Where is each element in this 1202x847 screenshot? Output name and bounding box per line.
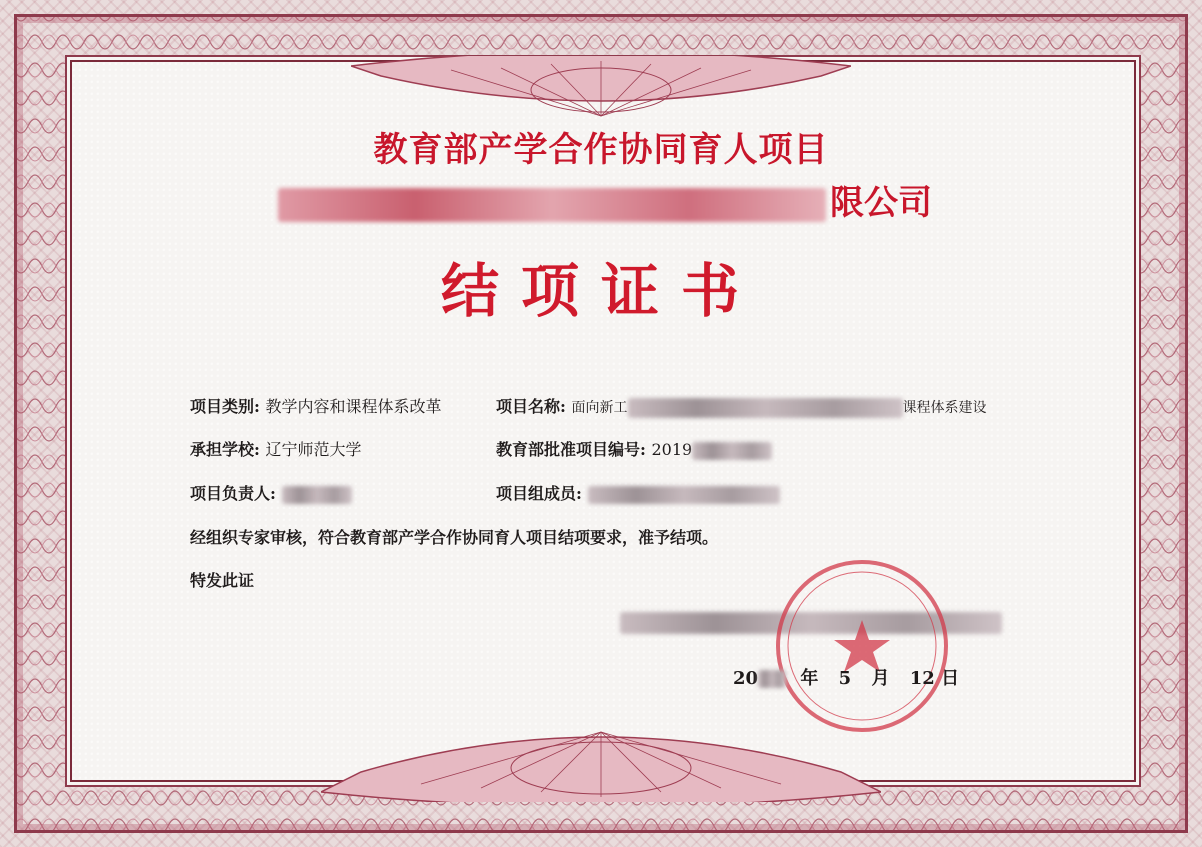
rosette-ornament-top: [351, 56, 851, 126]
statement: 经组织专家审核，符合教育部产学合作协同育人项目结项要求，准予结项。: [190, 528, 719, 547]
redacted-company: [278, 188, 826, 222]
official-seal-icon: [774, 558, 950, 734]
special-note: 特发此证: [190, 571, 255, 590]
name-end: 课程体系建设: [902, 400, 987, 416]
year-prefix: 20: [733, 668, 759, 689]
month-value: 5: [838, 668, 852, 689]
company-suffix: 限公司: [830, 183, 932, 223]
redacted-leader: [282, 486, 352, 504]
redacted-name: [628, 398, 903, 418]
category-label: 项目类别:: [190, 397, 260, 416]
redacted-year: [758, 670, 786, 688]
issue-date: [733, 664, 959, 690]
company-name: [278, 175, 932, 224]
project-name-row: [496, 394, 987, 418]
month-unit: 月: [871, 668, 890, 689]
members-label: 项目组成员:: [496, 484, 582, 503]
members-row: [496, 481, 780, 504]
program-title: 教育部产学合作协同育人项目: [373, 130, 829, 170]
certificate-heading: 结项证书: [440, 257, 761, 325]
year-unit: 年: [800, 668, 819, 689]
redacted-approval: [692, 442, 772, 460]
leader-label: 项目负责人:: [190, 484, 276, 503]
category-value: 教学内容和课程体系改革: [265, 397, 442, 416]
leader-row: [190, 481, 352, 504]
project-category-row: [190, 394, 442, 417]
approval-row: [496, 437, 772, 460]
school-label: 承担学校:: [190, 440, 260, 459]
name-start: 面向新工: [571, 400, 628, 416]
school-value: 辽宁师范大学: [265, 440, 362, 459]
redacted-members: [588, 486, 780, 504]
day-value: 12: [909, 668, 935, 689]
day-unit: 日: [941, 668, 960, 689]
approval-value: 2019: [651, 440, 693, 459]
approval-label: 教育部批准项目编号:: [496, 440, 646, 459]
school-row: [190, 437, 362, 460]
name-label: 项目名称:: [496, 397, 566, 416]
